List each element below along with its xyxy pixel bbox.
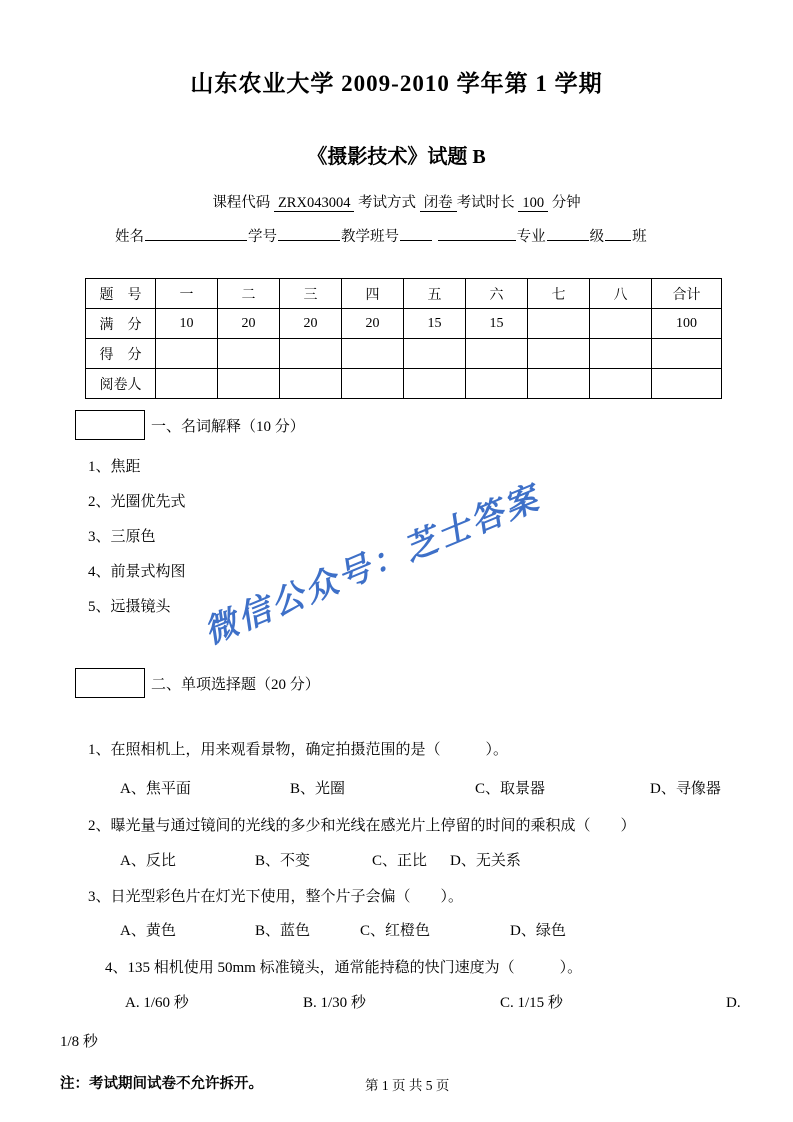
table-cell bbox=[590, 309, 652, 339]
table-row-full-marks bbox=[86, 309, 722, 339]
student-id-blank bbox=[278, 226, 340, 241]
class-blank bbox=[605, 226, 631, 241]
table-cell: 20 bbox=[218, 309, 280, 339]
exam-duration-unit: 分钟 bbox=[551, 195, 581, 211]
option-a: A、黄色 bbox=[120, 923, 176, 939]
section2-header bbox=[75, 668, 320, 698]
option-b: B、光圈 bbox=[290, 781, 346, 797]
question-4-options bbox=[0, 993, 793, 1013]
major-label: 专业 bbox=[516, 229, 546, 245]
table-cell: 合计 bbox=[652, 279, 722, 309]
question-3-options bbox=[0, 921, 793, 941]
section1-header bbox=[75, 410, 305, 440]
page-title: 山东农业大学 2009-2010 学年第 1 学期 bbox=[190, 71, 603, 96]
table-cell bbox=[590, 369, 652, 399]
table-cell bbox=[218, 339, 280, 369]
class-no-blank bbox=[400, 226, 432, 241]
student-id-label: 学号 bbox=[248, 229, 277, 245]
name-blank bbox=[145, 226, 247, 241]
course-code-value: ZRX043004 bbox=[274, 195, 355, 212]
table-cell: 七 bbox=[528, 279, 590, 309]
table-cell: 15 bbox=[404, 309, 466, 339]
course-code-label: 课程代码 bbox=[212, 195, 271, 211]
class-label: 班 bbox=[632, 229, 647, 245]
exam-duration-value: 100 bbox=[518, 195, 548, 212]
table-cell bbox=[280, 339, 342, 369]
table-cell bbox=[404, 339, 466, 369]
exam-duration-label: 考试时长 bbox=[456, 195, 515, 211]
table-cell bbox=[528, 309, 590, 339]
option-c: C、取景器 bbox=[475, 781, 546, 797]
table-cell bbox=[342, 369, 404, 399]
table-row-question-numbers bbox=[86, 279, 722, 309]
table-cell bbox=[466, 369, 528, 399]
table-cell: 六 bbox=[466, 279, 528, 309]
table-cell: 八 bbox=[590, 279, 652, 309]
table-cell bbox=[404, 369, 466, 399]
row-label: 题 号 bbox=[86, 279, 156, 309]
name-label: 姓名 bbox=[115, 229, 144, 245]
table-cell bbox=[652, 369, 722, 399]
option-d: D、寻像器 bbox=[650, 781, 721, 797]
option-d: D、无关系 bbox=[450, 853, 521, 869]
question-4-stem: 4、135 相机使用 50mm 标准镜头，通常能持稳的快门速度为（ ）。 bbox=[105, 960, 583, 976]
footer-note: 注：考试期间试卷不允许拆开。 bbox=[60, 1076, 263, 1092]
question-2-options bbox=[0, 851, 793, 871]
section1-term-list bbox=[88, 450, 186, 625]
row-label: 得 分 bbox=[86, 339, 156, 369]
page-number: 第 1 页 共 5 页 bbox=[365, 1078, 450, 1093]
table-cell: 20 bbox=[280, 309, 342, 339]
option-b: B、蓝色 bbox=[255, 923, 311, 939]
grade-blank bbox=[547, 226, 589, 241]
table-cell bbox=[280, 369, 342, 399]
student-info-line bbox=[115, 226, 647, 247]
question-2-stem: 2、曝光量与通过镜间的光线的多少和光线在感光片上停留的时间的乘积成（ ） bbox=[88, 818, 636, 834]
table-row-obtained-marks bbox=[86, 339, 722, 369]
list-item: 3、三原色 bbox=[88, 529, 156, 545]
course-info-line bbox=[0, 194, 793, 212]
section2-title: 二、单项选择题（20 分） bbox=[151, 676, 320, 693]
section1-title: 一、名词解释（10 分） bbox=[151, 418, 305, 435]
table-cell bbox=[528, 339, 590, 369]
exam-title: 《摄影技术》试题 B bbox=[307, 146, 486, 168]
table-cell: 三 bbox=[280, 279, 342, 309]
watermark-text: 微信公众号：芝士答案 bbox=[199, 480, 546, 652]
table-cell: 五 bbox=[404, 279, 466, 309]
table-cell: 20 bbox=[342, 309, 404, 339]
table-cell bbox=[156, 369, 218, 399]
table-cell: 100 bbox=[652, 309, 722, 339]
option-b: B、不变 bbox=[255, 853, 311, 869]
table-cell: 15 bbox=[466, 309, 528, 339]
table-cell bbox=[590, 339, 652, 369]
table-cell: 10 bbox=[156, 309, 218, 339]
table-cell bbox=[218, 369, 280, 399]
option-c: C、正比 bbox=[372, 853, 428, 869]
row-label: 满 分 bbox=[86, 309, 156, 339]
table-row-grader bbox=[86, 369, 722, 399]
option-a: A、反比 bbox=[120, 853, 176, 869]
option-d: D. bbox=[726, 995, 741, 1011]
exam-method-label: 考试方式 bbox=[358, 195, 417, 211]
option-d: D、绿色 bbox=[510, 923, 566, 939]
question-1-options bbox=[0, 779, 793, 799]
exam-method-value: 闭卷 bbox=[420, 195, 457, 212]
score-table bbox=[85, 278, 722, 399]
table-cell: 二 bbox=[218, 279, 280, 309]
list-item: 1、焦距 bbox=[88, 459, 141, 475]
option-c: C. 1/15 秒 bbox=[500, 995, 563, 1011]
table-cell bbox=[342, 339, 404, 369]
question-3-stem: 3、日光型彩色片在灯光下使用，整个片子会偏（ ）。 bbox=[88, 889, 464, 905]
grader-score-box bbox=[75, 410, 145, 440]
grade-label: 级 bbox=[589, 229, 605, 245]
table-cell: 一 bbox=[156, 279, 218, 309]
table-cell bbox=[156, 339, 218, 369]
table-cell: 四 bbox=[342, 279, 404, 309]
option-a: A. 1/60 秒 bbox=[125, 995, 189, 1011]
option-a: A、焦平面 bbox=[120, 781, 191, 797]
class-no-label: 教学班号 bbox=[341, 229, 399, 245]
list-item: 5、远摄镜头 bbox=[88, 599, 171, 615]
table-cell bbox=[528, 369, 590, 399]
table-cell bbox=[652, 339, 722, 369]
table-cell bbox=[466, 339, 528, 369]
list-item: 2、光圈优先式 bbox=[88, 494, 186, 510]
grader-score-box bbox=[75, 668, 145, 698]
option-c: C、红橙色 bbox=[360, 923, 431, 939]
option-b: B. 1/30 秒 bbox=[303, 995, 366, 1011]
row-label: 阅卷人 bbox=[86, 369, 156, 399]
question-4-option-d-continuation: 1/8 秒 bbox=[60, 1034, 98, 1050]
question-1-stem: 1、在照相机上，用来观看景物，确定拍摄范围的是（ ）。 bbox=[88, 742, 509, 758]
list-item: 4、前景式构图 bbox=[88, 564, 186, 580]
major-blank bbox=[438, 226, 516, 241]
